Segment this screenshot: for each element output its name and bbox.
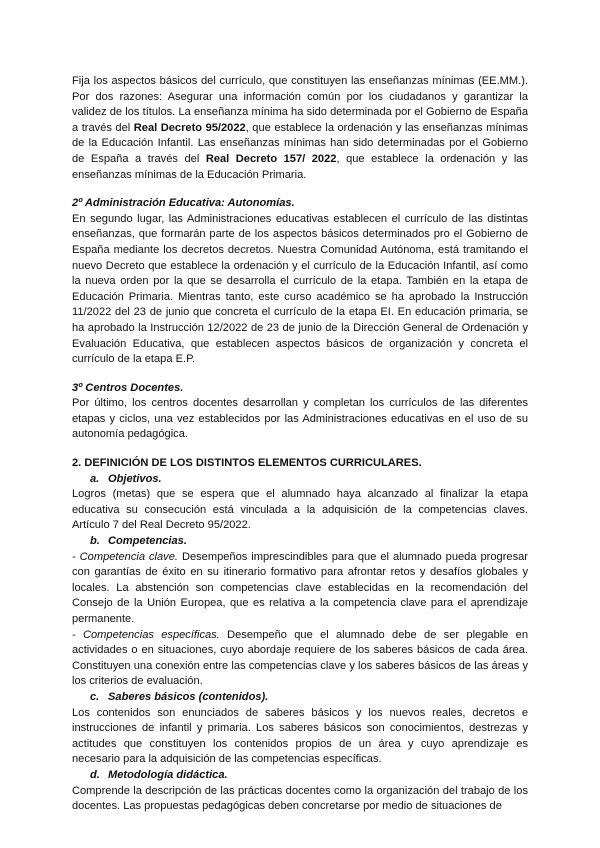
subheading-competencias: b. Competencias. (90, 535, 187, 548)
subheading-objetivos: a. Objetivos. (90, 472, 162, 485)
paragraph-saberes-basicos: Los contenidos son enunciados de saberes básicos y los nuevos reales, decretos e instrucciones de infantil y primaria. Los saberes básicos son conocimientos, destrezas y actitudes que constituyen los contenidos propios de un área y cuyo aprendizaje es necesario para la adquisición de las competencias específicas. (72, 706, 528, 766)
section-title-elementos-curriculares: 2. DEFINICIÓN DE LOS DISTINTOS ELEMENTOS CURRICULARES. (72, 457, 422, 470)
paragraph-objetivos: Logros (metas) que se espera que el alumnado haya alcanzado al finalizar la etapa educativa su consecución está vinculada a la adquisición de la competencias claves. Artículo 7 del Real Decreto 95/2022. (72, 488, 528, 532)
real-decreto-157-2022: Real Decreto 157/ 2022 (205, 152, 337, 165)
paragraph-competencia-clave: - Competencia clave. Desempeños imprescindibles para que el alumnado pueda progresar con garantías de éxito en su itinerario formativo para afrontar retos y desafíos globales y locales. La abstención son competencias clave establecidas en la recomendación del Consejo de la Unión Europea, que es relativa a la competencia clave para el aprendizaje permanente. (72, 550, 528, 625)
paragraph-competencias-especificas: - Competencias específicas. Desempeño que el alumnado debe de ser plegable en actividades o en situaciones, cuyo abordaje requiere de los saberes básicos de cada área. Constituyen una conexión entre las competencias clave y los saberes básicos de las áreas y los criterios de evaluación. (72, 628, 528, 688)
term-competencia-clave: - Competencia clave. (72, 550, 178, 563)
paragraph-centros-docentes: Por último, los centros docentes desarrollan y completan los currículos de las diferentes etapas y ciclos, una vez establecidos por las Administraciones educativas en el uso de su autonomía pedagógica. (72, 397, 528, 441)
paragraph-administracion-educativa: En segundo lugar, las Administraciones educativas establecen el currículo de las distintas enseñanzas, que formarán parte de los aspectos básicos determinados pro el Gobierno de España mediante los decretos decretos. Nuestra Comunidad Autónoma, está tramitando el nuevo Decreto que establece la ordenación y el currículo de la Educación Infantil, así como la nueva orden por la que se desarrolla el currículo de la etapa. También en la etapa de Educación Primaria. Mientras tanto, este curso académico se ha aprobado la Instrucción 11/2022 del 23 de junio que concreta el currículo de la etapa EI. En educación primaria, se ha aprobado la Instrucción 12/2022 de 23 de junio de la Dirección General de Ordenación y Evaluación Educativa, que establecen aspectos básicos de organización y concreta el currículo de la etapa E.P. (72, 212, 528, 366)
term-competencias-especificas: - Competencias específicas. (72, 628, 220, 641)
heading-administracion-educativa: 2º Administración Educativa: Autonomías. (72, 197, 295, 210)
subheading-saberes-basicos: c. Saberes básicos (contenidos). (90, 690, 269, 703)
paragraph-ensenanzas-minimas: Fija los aspectos básicos del currículo, que constituyen las enseñanzas mínimas (EE.MM.). Por dos razones: Asegurar una información común por los ciudadanos y garantizar la validez de los títulos. La enseñanza mínima ha sido determinada por el Gobierno de España a través del Real Decreto 95/2022, que establece la ordenación y las enseñanzas mínimas de la Educación Infantil. Las enseñanzas mínimas han sido determinadas por el Gobierno de España a través del Real Decreto 157/ 2022, que establece la ordenación y las enseñanzas mínimas de la Educación Primaria. (72, 75, 528, 181)
heading-centros-docentes: 3º Centros Docentes. (72, 381, 184, 394)
paragraph-metodologia-didactica: Comprende la descripción de las prácticas docentes como la organización del trabajo de los docentes. Las propuestas pedagógicas deben concretarse por medio de situaciones de (72, 784, 528, 813)
subheading-metodologia-didactica: d. Metodología didáctica. (90, 768, 228, 781)
real-decreto-95-2022: Real Decreto 95/2022 (133, 121, 246, 134)
